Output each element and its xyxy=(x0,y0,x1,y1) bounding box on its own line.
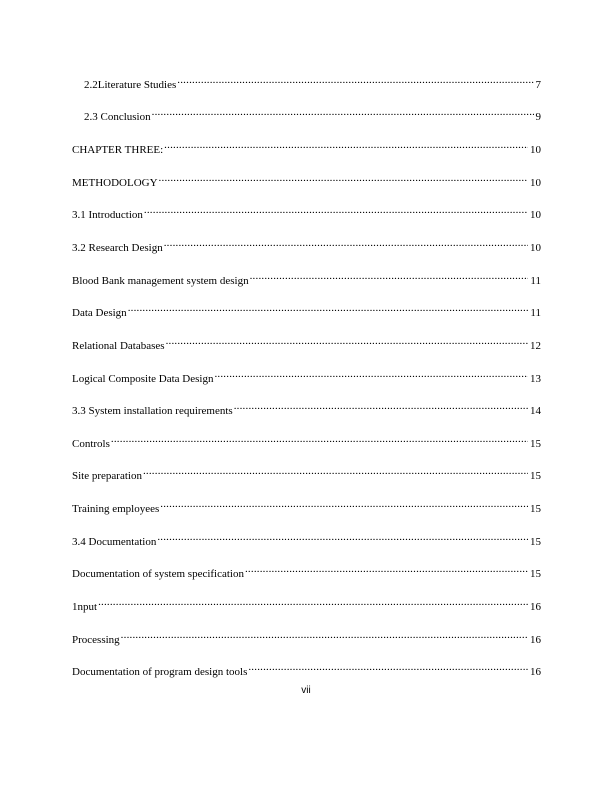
toc-entry xyxy=(72,333,541,352)
toc-entry-page: 10 xyxy=(530,177,541,189)
toc-entry-page: 15 xyxy=(530,536,541,548)
toc-dot-leader xyxy=(121,627,528,643)
toc-entry xyxy=(84,72,541,91)
toc-dot-leader xyxy=(159,170,528,186)
toc-dot-leader xyxy=(164,235,528,251)
toc-entry xyxy=(72,431,541,450)
toc-entry-title: 2.3 Conclusion xyxy=(84,111,151,123)
toc-dot-leader xyxy=(234,398,528,414)
toc-entry-title: Data Design xyxy=(72,307,127,319)
toc-entry-title: Documentation of program design tools xyxy=(72,666,248,678)
toc-entry-title: Relational Databases xyxy=(72,340,165,352)
toc-entry-page: 16 xyxy=(530,634,541,646)
toc-entry-title: METHODOLOGY xyxy=(72,177,158,189)
toc-entry-page: 15 xyxy=(530,503,541,515)
toc-entry xyxy=(72,659,541,678)
toc-entry-page: 11 xyxy=(530,275,541,287)
toc-entry-title: Documentation of system specification xyxy=(72,568,244,580)
toc-entry-title: Site preparation xyxy=(72,470,142,482)
toc-dot-leader xyxy=(157,529,528,545)
toc-entry xyxy=(72,235,541,254)
toc-entry-page: 9 xyxy=(535,111,541,123)
toc-entry xyxy=(72,496,541,515)
toc-entry-page: 10 xyxy=(530,242,541,254)
toc-entry-title: 3.3 System installation requirements xyxy=(72,405,233,417)
page-number: vii xyxy=(301,685,311,696)
toc-entry-title: Controls xyxy=(72,438,110,450)
toc-entry xyxy=(72,268,541,287)
toc-entry-title: Logical Composite Data Design xyxy=(72,373,214,385)
toc-entry xyxy=(72,300,541,319)
toc-dot-leader xyxy=(248,659,528,675)
toc-entry-title: 1nput xyxy=(72,601,98,613)
toc-entry-page: 13 xyxy=(530,373,541,385)
toc-entry xyxy=(72,561,541,580)
toc-entry-title: Processing xyxy=(72,634,120,646)
toc-dot-leader xyxy=(245,561,528,577)
toc-entry xyxy=(72,627,541,646)
toc-dot-leader xyxy=(250,268,529,284)
toc-entry xyxy=(72,398,541,417)
toc-entry-title: Blood Bank management system design xyxy=(72,275,249,287)
toc-entry xyxy=(72,463,541,482)
toc-entry-page: 10 xyxy=(530,209,541,221)
toc-dot-leader xyxy=(166,333,528,349)
toc-dot-leader xyxy=(164,137,528,153)
toc-dot-leader xyxy=(98,594,528,610)
toc-entry-title: Training employees xyxy=(72,503,160,515)
toc-entry-page: 14 xyxy=(530,405,541,417)
toc-entry-page: 16 xyxy=(530,601,541,613)
toc-entry xyxy=(84,104,541,123)
toc-entry-page: 12 xyxy=(530,340,541,352)
toc-entry xyxy=(72,170,541,189)
toc-entry xyxy=(72,202,541,221)
toc-entry-title: 3.2 Research Design xyxy=(72,242,163,254)
toc-entry-page: 16 xyxy=(530,666,541,678)
toc-dot-leader xyxy=(128,300,529,316)
toc-dot-leader xyxy=(177,72,533,88)
toc-dot-leader xyxy=(152,104,534,120)
toc-entry-page: 15 xyxy=(530,568,541,580)
toc-entry xyxy=(72,594,541,613)
toc-dot-leader xyxy=(214,366,528,382)
toc-entry-title: 3.1 Introduction xyxy=(72,209,143,221)
toc-entry-title: CHAPTER THREE: xyxy=(72,144,164,156)
toc-dot-leader xyxy=(143,463,528,479)
toc-entry-page: 11 xyxy=(530,307,541,319)
toc-dot-leader xyxy=(111,431,528,447)
toc-entry-title: 3.4 Documentation xyxy=(72,536,157,548)
toc-entry xyxy=(72,529,541,548)
toc-dot-leader xyxy=(160,496,528,512)
toc-entry xyxy=(72,366,541,385)
toc-entry-title: 2.2Literature Studies xyxy=(84,79,177,91)
toc-entry xyxy=(72,137,541,156)
toc-entry-page: 10 xyxy=(530,144,541,156)
toc-dot-leader xyxy=(144,202,528,218)
toc-entry-page: 15 xyxy=(530,470,541,482)
toc-entry-page: 7 xyxy=(535,79,541,91)
toc-entry-page: 15 xyxy=(530,438,541,450)
